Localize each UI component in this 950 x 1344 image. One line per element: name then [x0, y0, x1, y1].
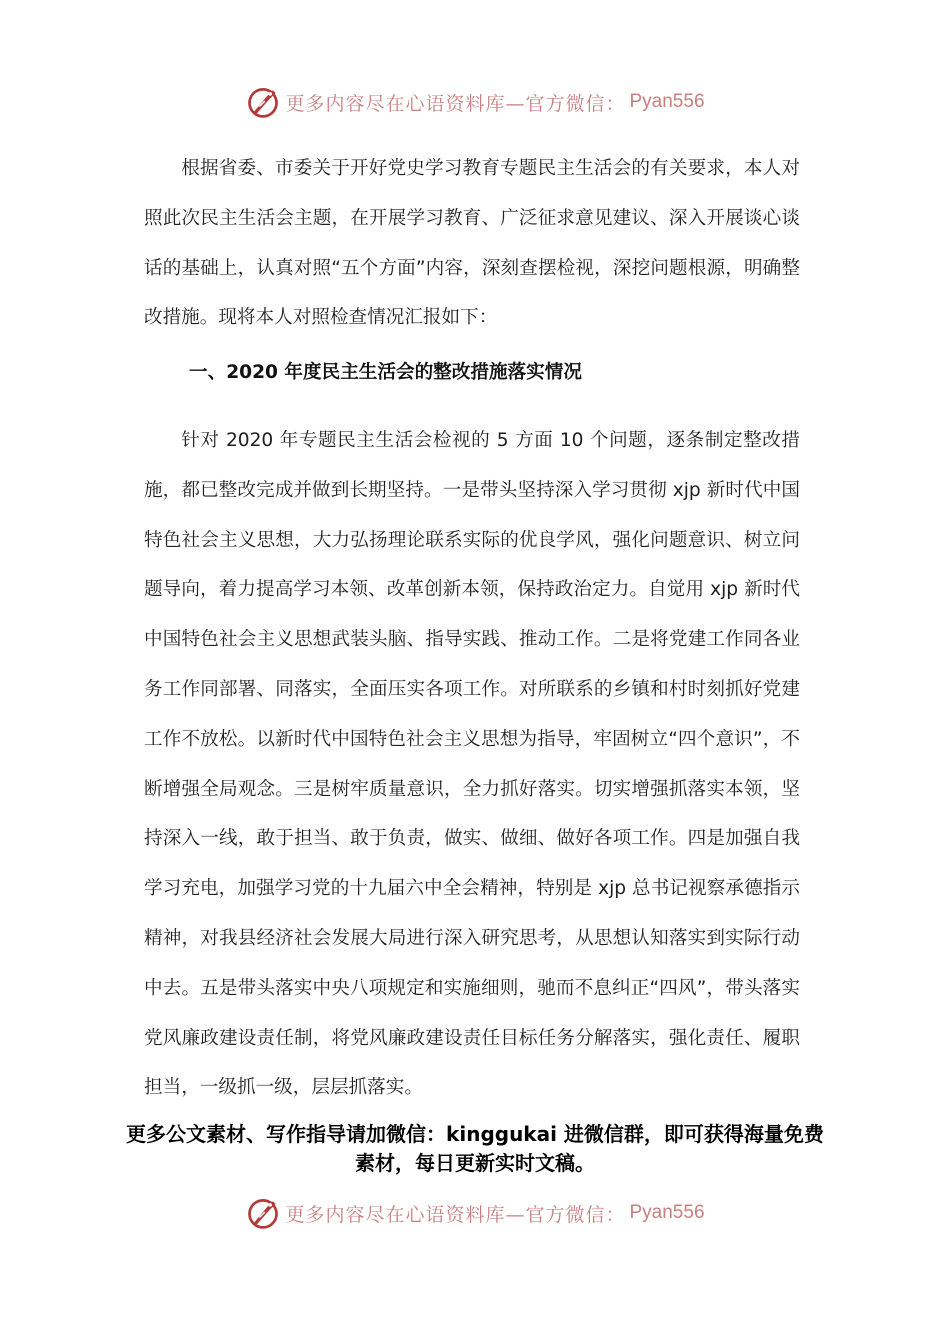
- pen-nib-logo-icon: [245, 1195, 281, 1231]
- body-paragraph-1: 根据省委、市委关于开好党史学习教育专题民主生活会的有关要求，本人对照此次民主生活会主题，在开展学习教育、广泛征求意见建议、深入开展谈心谈话的基础上，认真对照“五个方面”内容，深刻查摆检视，深挖问题根源，明确整改措施。现将本人对照检查情况汇报如下：: [144, 158, 800, 329]
- watermark-banner-bottom: [0, 1193, 950, 1233]
- section-heading-1: 一、2020 年度民主生活会的整改措施落实情况: [189, 362, 582, 383]
- watermark-banner-top: [0, 82, 950, 122]
- promo-notice: 更多公文素材、写作指导请加微信：kinggukai 进微信群，即可获得海量免费素材，每日更新实时文稿。: [126, 1122, 824, 1175]
- watermark-text: 更多内容尽在心语资料库—官方微信：: [285, 92, 626, 115]
- body-paragraph-2: 针对 2020 年专题民主生活会检视的 5 方面 10 个问题，逐条制定整改措施，都已整改完成并做到长期坚持。一是带头坚持深入学习贯彻 xjp 新时代中国特色社会主义思想，大力弘扬理论联系实际的优良学风，强化问题意识、树立问题导向，着力提高学习本领、改革创新本领，保持政治定力。自觉用 xjp 新时代中国特色社会主义思想武装头脑、指导实践、推动工作。二是将党建工作同各业务工作同部署、同落实，全面压实各项工作。对所联系的乡镇和村时刻抓好党建工作不放松。以新时代中国特色社会主义思想为指导，牢固树立“四个意识”，不断增强全局观念。三是树牢质量意识，全力抓好落实。切实增强抓落实本领，坚持深入一线，敢于担当、敢于负责，做实、做细、做好各项工作。四是加强自我学习充电，加强学习党的十九届六中全会精神，特别是 xjp 总书记视察承德指示精神，对我县经济社会发展大局进行深入研究思考，从思想认知落实到实际行动中去。五是带头落实中央八项规定和实施细则，驰而不息纠正“四风”，带头落实党风廉政建设责任制，将党风廉政建设责任目标任务分解落实，强化责任、履职担当，一级抓一级，层层抓落实。: [144, 430, 800, 1099]
- pen-nib-logo-icon: [245, 84, 281, 120]
- watermark-wechat-id: Pyan556: [629, 1202, 705, 1223]
- watermark-wechat-id: Pyan556: [629, 91, 705, 112]
- watermark-text: 更多内容尽在心语资料库—官方微信：: [285, 1203, 626, 1226]
